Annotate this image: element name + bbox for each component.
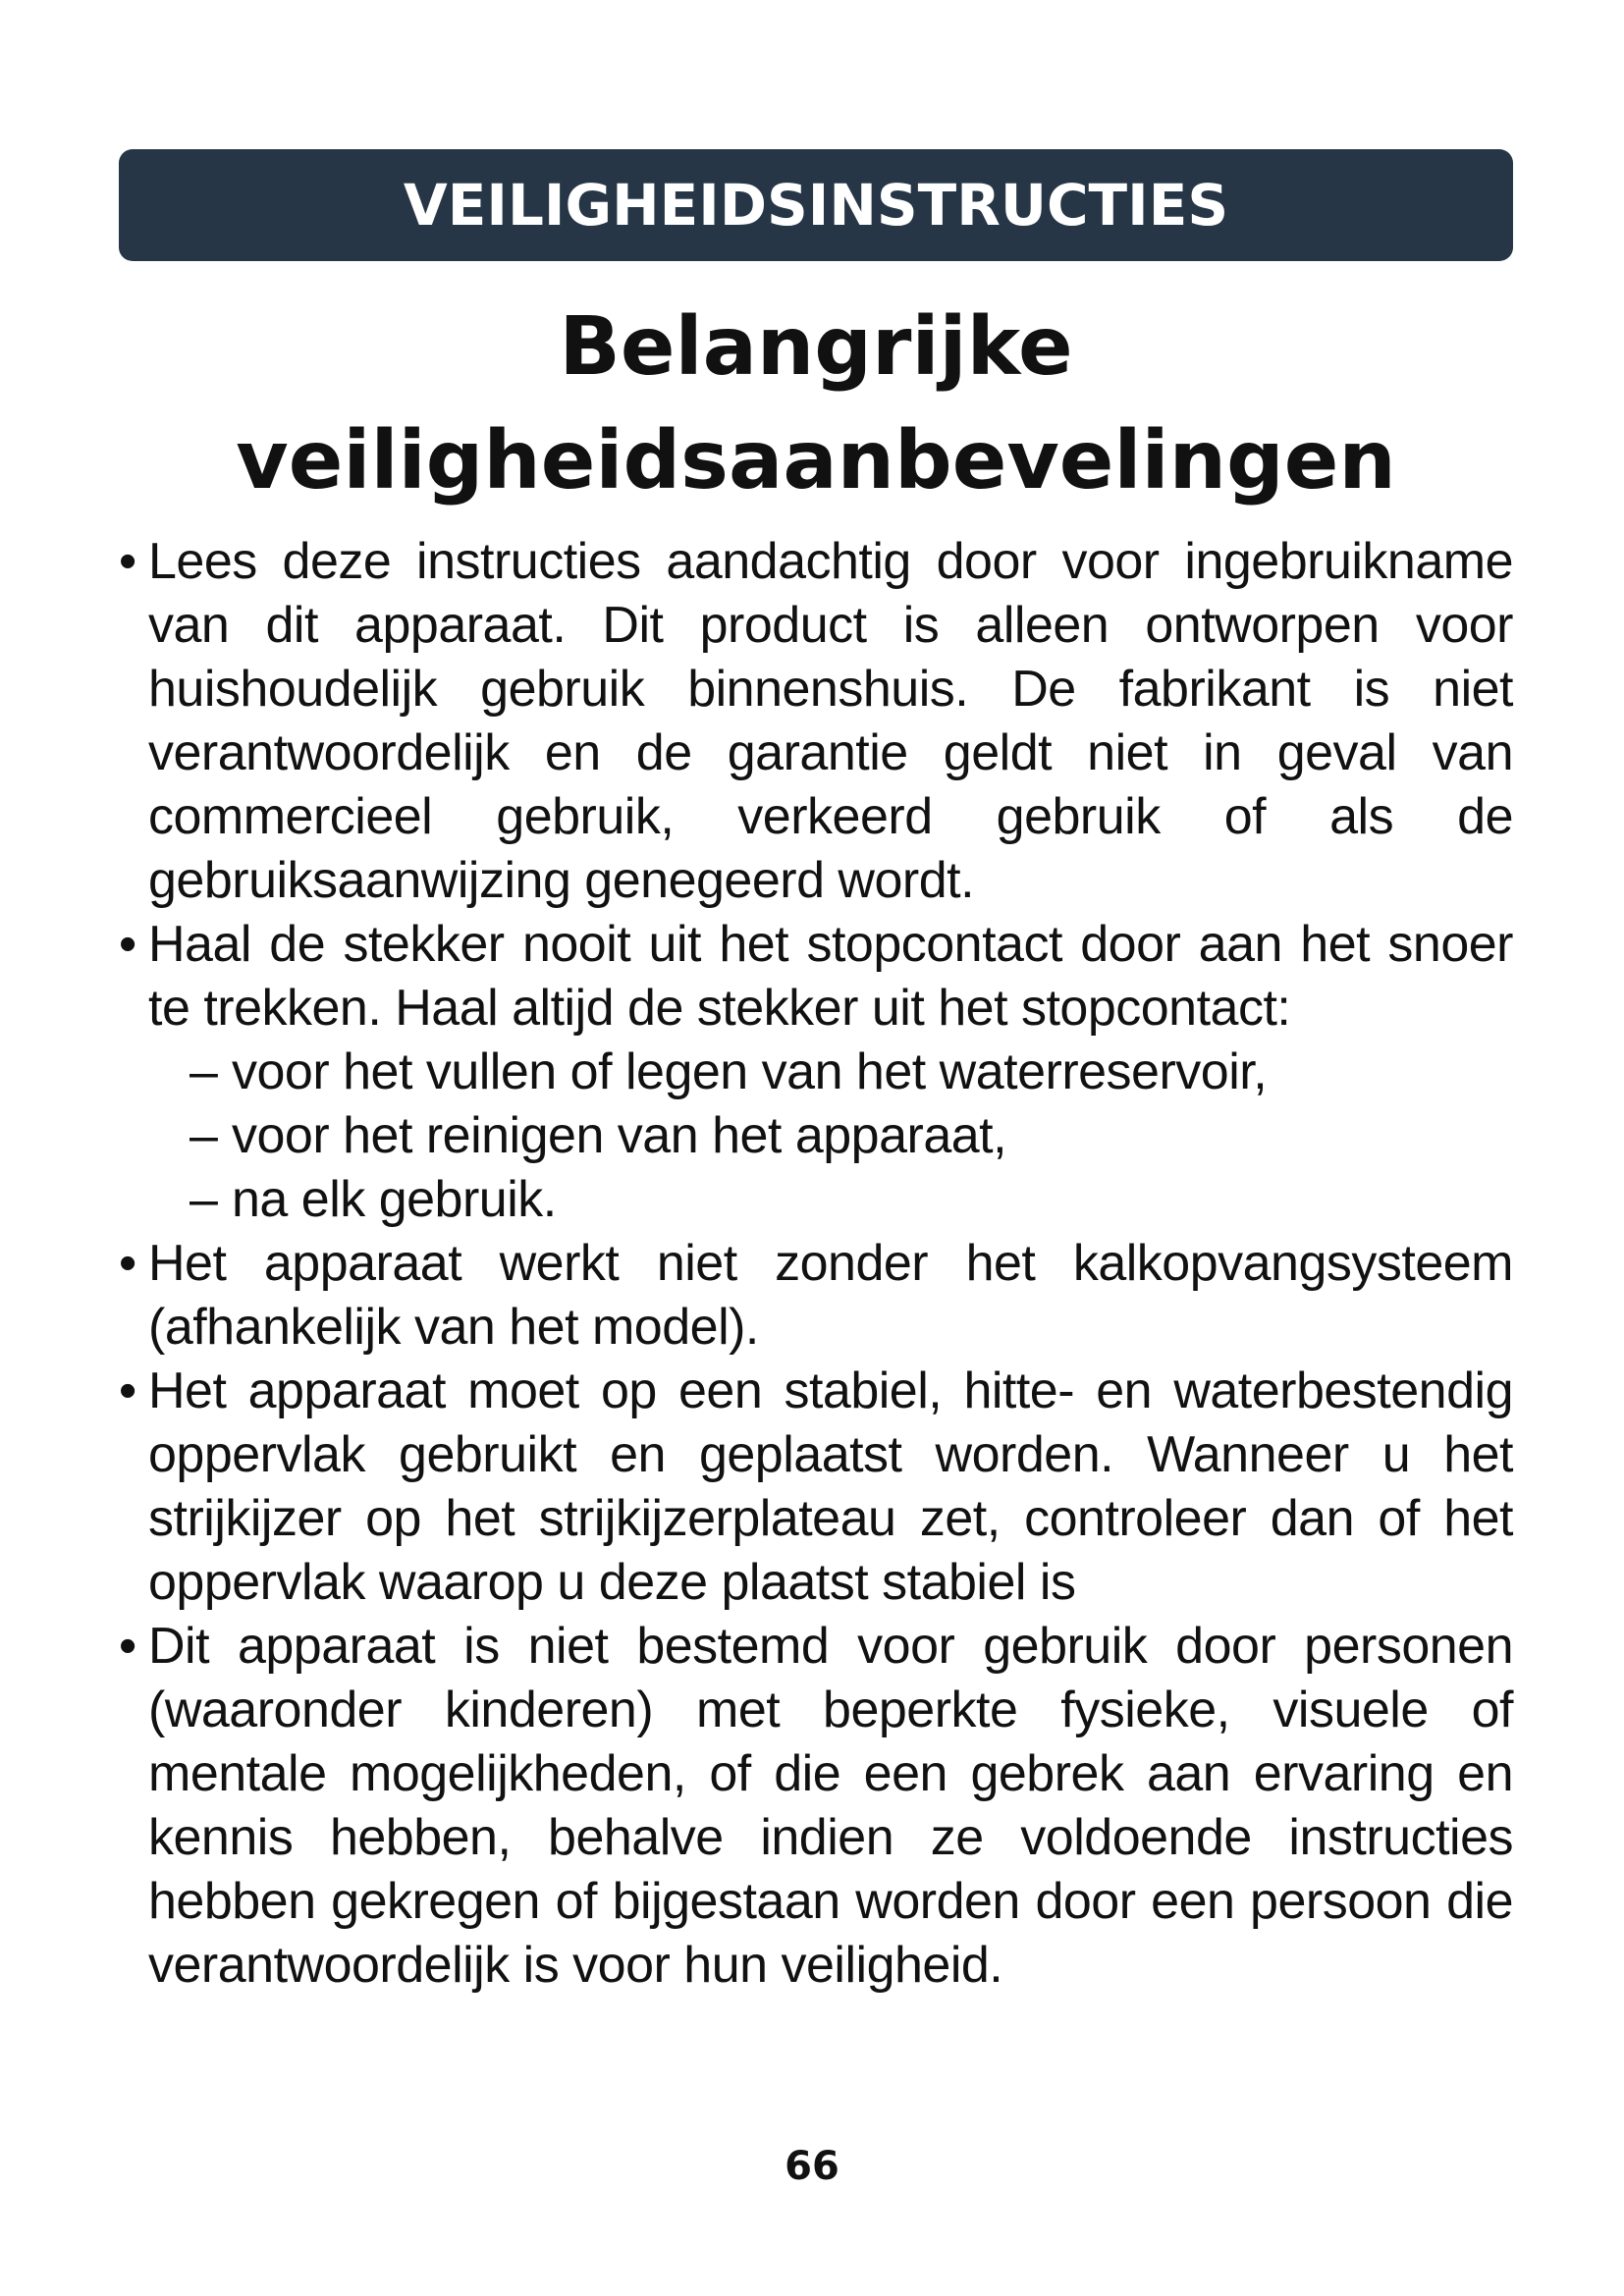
section-banner-label: VEILIGHEIDSINSTRUCTIES (403, 172, 1229, 239)
list-item (119, 1232, 1513, 1360)
list-item-text: Het apparaat werkt niet zonder het kalkopvangsysteem (afhankelijk van het model). (148, 1235, 1513, 1356)
list-item (119, 1360, 1513, 1615)
list-item (119, 1615, 1513, 1998)
list-item-text: Dit apparaat is niet bestemd voor gebruik door personen (waaronder kinderen) met beperkte fysieke, visuele of mentale mogelijkheden, of die een gebrek aan ervaring en kennis hebben, behalve indien ze voldoende instructies hebben gekregen of bijgestaan worden door een persoon die verantwoordelijk is voor hun veiligheid. (148, 1618, 1513, 1994)
list-item-text: Het apparaat moet op een stabiel, hitte- en waterbestendig oppervlak gebruikt en geplaatst worden. Wanneer u het strijkijzer op het strijkijzerplateau zet, controleer dan of het oppervlak waarop u deze plaatst stabiel is (148, 1362, 1513, 1611)
section-banner (119, 149, 1513, 261)
list-item-text: Lees deze instructies aandachtig door voor ingebruikname van dit apparaat. Dit product is alleen ontworpen voor huishoudelijk gebruik binnenshuis. De fabrikant is niet verantwoordelijk en de garantie geldt niet in geval van commercieel gebruik, verkeerd gebruik of als de gebruiksaanwijzing genegeerd wordt. (148, 533, 1513, 909)
bullet-icon: • (119, 1362, 136, 1419)
sub-list-item-text: na elk gebruik. (232, 1171, 557, 1228)
dash-icon: – (189, 1171, 218, 1228)
sub-list-item-text: voor het vullen of legen van het waterreservoir, (232, 1043, 1268, 1100)
dash-icon: – (189, 1043, 218, 1100)
dash-icon: – (189, 1107, 218, 1164)
sub-list-item (148, 1168, 1513, 1232)
list-item (119, 530, 1513, 913)
bullet-icon: • (119, 916, 136, 973)
sub-list-item (148, 1041, 1513, 1104)
bullet-icon: • (119, 1618, 136, 1675)
bullet-icon: • (119, 533, 136, 590)
list-item-text: Haal de stekker nooit uit het stopcontact door aan het snoer te trekken. Haal altijd de stekker uit het stopcontact: (148, 916, 1513, 1037)
bullet-icon: • (119, 1235, 136, 1292)
list-item (119, 913, 1513, 1232)
safety-instructions-list (119, 530, 1513, 1998)
sub-list-item (148, 1104, 1513, 1168)
page-title: Belangrijke veiligheidsaanbevelingen (236, 300, 1396, 507)
sub-list (148, 1041, 1513, 1232)
page-number: 66 (785, 2144, 839, 2189)
sub-list-item-text: voor het reinigen van het apparaat, (232, 1107, 1007, 1164)
